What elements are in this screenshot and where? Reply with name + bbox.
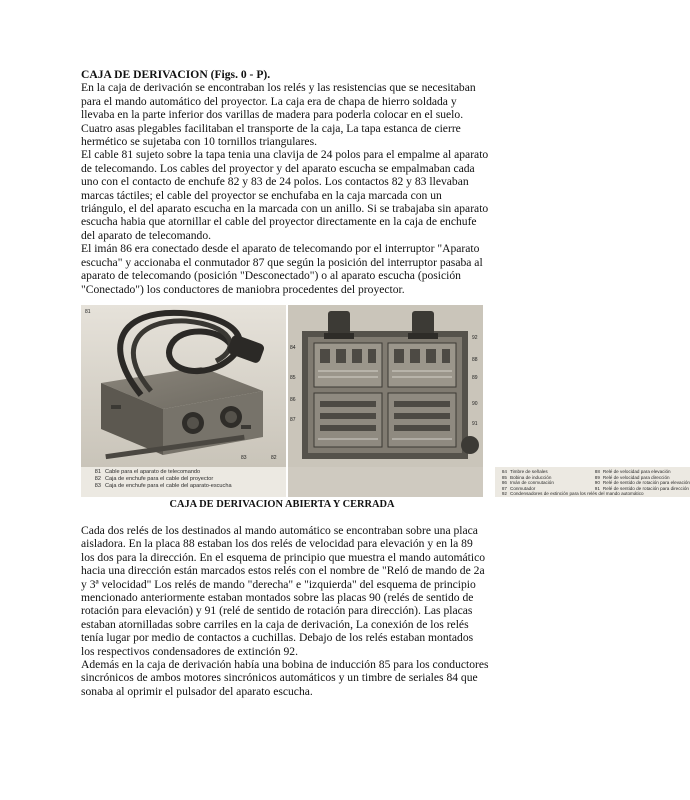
paragraph-caja: En la caja de derivación se encontraban los relés y las resistencias que se necesitaban para el mando automático del proyector. La caja era de chapa de hierro soldada y llevaba en la parte inferior dos varillas de madera para poderla colocar en el suelo. Cuatro asas plegables facilitaban el transporte de la caja, La tapa estanca de cierre hermético se sujetaba con 10 tornillos triangulares. [81, 81, 476, 149]
callout-label: 82 [271, 455, 277, 461]
legend-column-1 [495, 469, 588, 491]
legend-column-2 [588, 469, 690, 491]
legend-item: 92 Condensadores de extinción para los relés del mando automático [501, 491, 644, 497]
legend-item: 86 Imán de conmutación [501, 480, 554, 486]
legend-item: 89 Relé de velocidad para dirección [594, 474, 670, 480]
legend-item: 81 Cable para el aparato de telecomando [94, 469, 201, 475]
paragraph-bobina: Además en la caja de derivación había una bobina de inducción 85 para los conductores sincrónicos de ambos motores sincrónicos automáticos y un timbre de seriales 84 que sonaba al oprimir el pulsador del aparato escucha. [81, 658, 489, 698]
legend-item: 83 Caja de enchufe para el cable del aparato-escucha [94, 483, 232, 490]
photo-closed-box [81, 305, 286, 497]
top-text-block [81, 68, 489, 296]
legend-item: 87 Conmutador [501, 485, 536, 491]
figure-caption: CAJA DE DERIVACION ABIERTA Y CERRADA [169, 499, 395, 510]
callout-label: 85 [290, 375, 296, 381]
callout-label: 89 [472, 375, 478, 381]
callout-label: 91 [472, 421, 478, 427]
section-heading: CAJA DE DERIVACION (Figs. 0 - P). [81, 68, 271, 81]
legend-item: 85 Bobina de inducción [501, 474, 552, 480]
callout-label: 81 [85, 309, 91, 315]
legend-item: 91 Relé de sentido de rotación para dirección [594, 485, 689, 491]
callout-label: 84 [290, 345, 296, 351]
callout-label: 90 [472, 401, 478, 407]
bottom-text-block [81, 524, 489, 698]
callout-label: 83 [241, 455, 247, 461]
paragraph-iman: El imán 86 era conectado desde el aparato de telecomando por el interruptor "Aparato escucha" y accionaba el conmutador 87 que según la posición del interruptor pasaba al aparato de telecomando (posición "Desconectado") o al aparato escucha (posición "Conectado") los conductores de maniobra procedentes del proyector. [81, 242, 483, 296]
paragraph-cable: El cable 81 sujeto sobre la tapa tenia una clavija de 24 polos para el empalme al aparato de telecomando. Los cables del proyector y del aparato escucha se empalmaban cada uno con el contacto de enchufe 82 y 83 de 24 polos. Los contactos 82 y 83 llevaban marcas táctiles; el cable del proyector se enchufaba en la caja marcada con un triángulo, el del aparato escucha en la marcada con un anillo. Si se trabajaba sin aparato escucha habia que atornillar el cable del proyector directamente en la caja de enchufe del aparato de telecomando. [81, 148, 489, 242]
figure-caja-derivacion [81, 305, 690, 497]
photo-open-box [288, 305, 690, 497]
callout-label: 88 [472, 357, 478, 363]
callout-label: 92 [472, 335, 478, 341]
legend-right [495, 467, 690, 497]
paragraph-reles: Cada dos relés de los destinados al mando automático se encontraban sobre una placa aisladora. En la placa 88 estaban los dos relés de velocidad para elevación y en la 89 los dos para la dirección. En el esquema de principio que muestra el mando automático hacia una dirección están marcados estos relés con el nombre de "Reló de mando de 2a y 3ª velocidad" Los relés de mando "derecha" e "izquierda" del esquema de principio mencionado anteriormente estaban montados sobre las placas 90 (relés de sentido de rotación para elevación) y 91 (relé de sentido de rotación para dirección). Las placas estaban atornilladas sobre carriles en la caja de derivación, La conexión de los relés tenía lugar por medio de contactos a cuchillas. Debajo de los relés estaban montados los respectivos condensadores de extinción 92. [81, 524, 486, 658]
legend-item: 82 Caja de enchufe para el cable del proyector [94, 476, 214, 483]
callout-label: 87 [290, 417, 296, 423]
legend-item: 88 Relé de velocidad para elevación [594, 469, 671, 474]
legend-left [81, 467, 286, 497]
callout-label: 86 [290, 397, 296, 403]
legend-item: 90 Relé de sentido de rotación para elevación [594, 480, 690, 486]
legend-item: 84 Timbre de señales [501, 469, 548, 474]
